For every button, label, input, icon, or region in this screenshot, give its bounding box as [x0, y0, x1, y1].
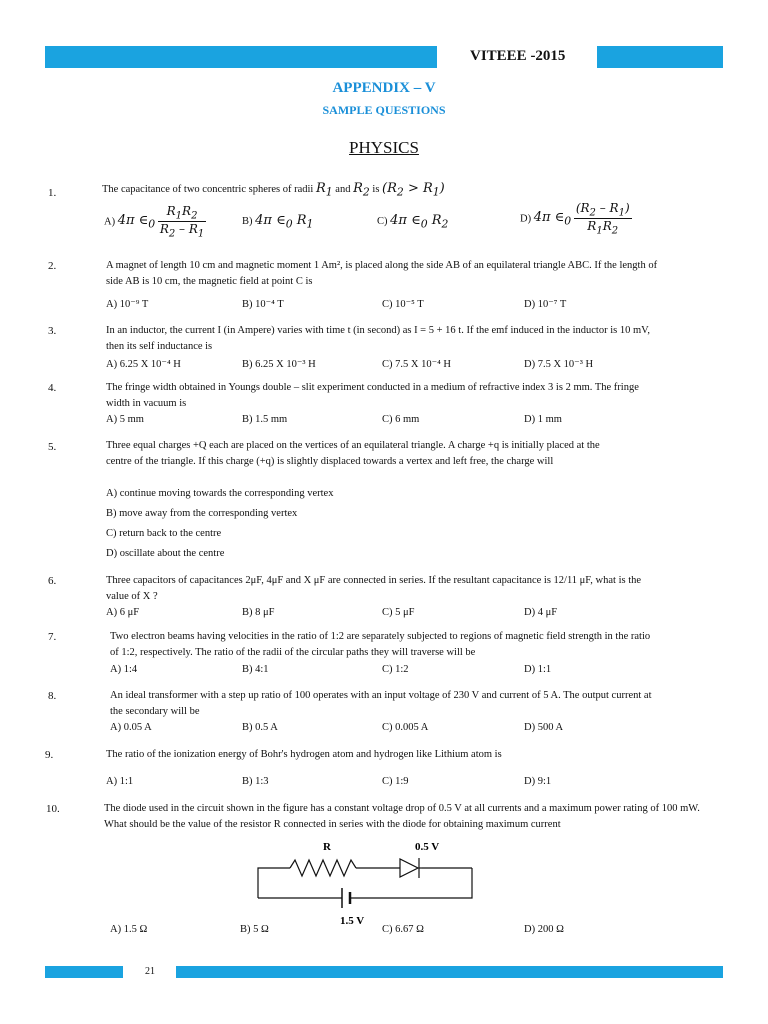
option-c: C) 4π $\in_0$ $R_2$: [377, 213, 449, 231]
option-a: A) 6 μF: [106, 607, 140, 618]
option-a: A) 1.5 Ω: [110, 924, 148, 935]
option-d: D) 4 μF: [524, 607, 558, 618]
subject-heading: PHYSICS: [349, 138, 419, 157]
question-text: Three capacitors of capacitances 2μF, 4μF and X μF are connected in series. If the resultant capacitance is 12/11 μF, what is the value of X ?: [106, 575, 642, 602]
option-a: A) 5 mm: [106, 414, 144, 425]
header-bar-left: [45, 46, 437, 68]
option-a: A) continue moving towards the corresponding vertex: [106, 488, 334, 499]
option-c: C) return back to the centre: [106, 528, 222, 539]
option-a: A) 0.05 A: [110, 722, 152, 733]
option-b: B) 0.5 A: [242, 722, 278, 733]
option-c: C) 5 μF: [382, 607, 415, 618]
footer-bar-right: [176, 966, 723, 978]
battery-label: 1.5 V: [340, 915, 365, 927]
question-number: 5.: [48, 441, 57, 453]
question-number: 6.: [48, 575, 57, 587]
option-d: D) 4π $\in_0$ $\frac{(R_2 - R_1)}{R_1R_2}$: [520, 201, 630, 237]
option-d: D) 1 mm: [524, 414, 562, 425]
question-number: 1.: [48, 187, 57, 199]
option-b: B) 1.5 mm: [242, 414, 288, 425]
option-d: D) 500 A: [524, 722, 564, 733]
question-number: 4.: [48, 382, 57, 394]
question-text: The fringe width obtained in Youngs double – slit experiment conducted in a medium of refractive index 3 is 2 mm. The fringe width in vacuum is: [106, 382, 639, 409]
question-number: 3.: [48, 325, 57, 337]
option-d: D) 7.5 X 10⁻³ H: [524, 359, 594, 370]
question-number: 7.: [48, 631, 57, 643]
question-text: The capacitance of two concentric spheres of radii $R_1$ and $R_2$ is $(R_2 > R_1)$: [102, 181, 445, 199]
option-a: A) 1:1: [106, 776, 134, 787]
circuit-diagram: [250, 838, 490, 928]
option-b: B) move away from the corresponding vertex: [106, 508, 298, 519]
header-bar-right: [597, 46, 723, 68]
option-b: B) 4:1: [242, 664, 269, 675]
diode-label: 0.5 V: [415, 841, 440, 853]
option-c: C) 10⁻⁵ T: [382, 299, 424, 310]
question-text: Three equal charges +Q each are placed on the vertices of an equilateral triangle. A charge +q is initially placed at the centre of the triangle. If this charge (+q) is slightly displaced towards a vertex and left free, the charge will: [106, 440, 600, 467]
option-c: C) 0.005 A: [382, 722, 429, 733]
option-d: D) oscillate about the centre: [106, 548, 225, 559]
question-text: The ratio of the ionization energy of Bohr's hydrogen atom and hydrogen like Lithium atom is: [106, 749, 502, 760]
question-number: 10.: [46, 803, 60, 815]
option-c: C) 1:9: [382, 776, 409, 787]
question-text: Two electron beams having velocities in the ratio of 1:2 are separately subjected to regions of magnetic field strength in the ratio of 1:2, respectively. The ratio of the radii of the circular paths they will traverse will be: [110, 631, 651, 658]
option-b: B) 6.25 X 10⁻³ H: [242, 359, 316, 370]
circuit-wires: [258, 860, 472, 898]
option-b: B) 10⁻⁴ T: [242, 299, 284, 310]
sample-questions-heading: SAMPLE QUESTIONS: [322, 103, 446, 117]
option-d: D) 9:1: [524, 776, 552, 787]
option-c: C) 6.67 Ω: [382, 924, 424, 935]
resistor-label: R: [323, 841, 331, 853]
option-a: A) 6.25 X 10⁻⁴ H: [106, 359, 181, 370]
question-text: An ideal transformer with a step up ratio of 100 operates with an input voltage of 230 V and current of 5 A. The output current at the secondary will be: [110, 690, 652, 717]
option-b: B) 1:3: [242, 776, 269, 787]
diode-symbol: [400, 858, 422, 878]
option-d: D) 10⁻⁷ T: [524, 299, 567, 310]
battery-symbol: [342, 888, 350, 908]
option-a: A) 1:4: [110, 664, 138, 675]
question-text: In an inductor, the current I (in Ampere) varies with time t (in second) as I = 5 + 16 t. If the emf induced in the inductor is 10 mV, then its self inductance is: [106, 325, 650, 352]
appendix-heading: APPENDIX – V: [332, 80, 436, 96]
resistor-symbol: [290, 860, 356, 876]
option-c: C) 7.5 X 10⁻⁴ H: [382, 359, 451, 370]
option-b: B) 8 μF: [242, 607, 275, 618]
option-c: C) 1:2: [382, 664, 409, 675]
page-number: 21: [145, 966, 155, 977]
exam-title: VITEEE -2015: [470, 48, 566, 64]
question-text: A magnet of length 10 cm and magnetic moment 1 Am², is placed along the side AB of an equilateral triangle ABC. If the length of side AB is 10 cm, the magnetic field at point C is: [106, 260, 658, 287]
question-text: The diode used in the circuit shown in the figure has a constant voltage drop of 0.5 V at all currents and a maximum power rating of 100 mW. What should be the value of the resistor R connected in series with the diode for obtaining maximum current: [104, 803, 700, 830]
footer-bar-left: [45, 966, 123, 978]
option-c: C) 6 mm: [382, 414, 420, 425]
option-a: A) 4π $\in_0$ $\frac{R_1R_2}{R_2 - R_1}$: [104, 204, 205, 240]
question-number: 2.: [48, 260, 57, 272]
question-number: 9.: [45, 749, 54, 761]
question-number: 8.: [48, 690, 57, 702]
option-b: B) 4π $\in_0$ $R_1$: [242, 213, 314, 231]
option-b: B) 5 Ω: [240, 924, 269, 935]
option-d: D) 200 Ω: [524, 924, 564, 935]
option-d: D) 1:1: [524, 664, 552, 675]
option-a: A) 10⁻⁹ T: [106, 299, 149, 310]
